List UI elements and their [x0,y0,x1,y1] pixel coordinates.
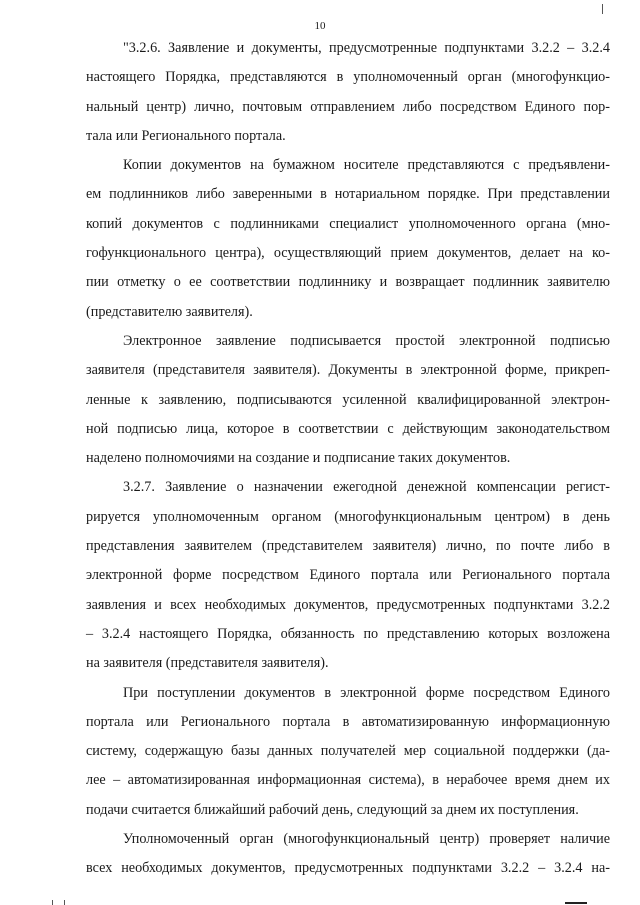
text-line: пии отметку о ее соответствии подлиннику и возвращает подлинник заявителю [86,274,610,291]
page-number: 10 [314,20,326,32]
document-body [86,34,610,884]
text-line: "3.2.6. Заявление и документы, предусмотренные подпунктами 3.2.2 – 3.2.4 [123,40,610,56]
text-line: – 3.2.4 настоящего Порядка, обязанность по представлению которых возложена [86,625,610,642]
text-line: гофункционального центра), осуществляющий прием документов, делает на ко- [86,245,610,262]
paragraph [86,34,610,151]
scan-mark [602,4,603,14]
paragraph [86,327,610,473]
text-line: Электронное заявление подписывается простой электронной подписью [123,332,610,349]
text-line: копий документов с подлинниками специалист уполномоченного органа (мно- [86,215,610,232]
text-line: ной подписью лица, которое в соответствии с действующим законодательством [86,420,610,437]
text-line: тала или Регионального портала. [86,127,286,144]
text-line: 3.2.7. Заявление о назначении ежегодной денежной компенсации регист- [123,479,610,496]
text-line: заявления и всех необходимых документов, предусмотренных подпунктами 3.2.2 [86,596,610,613]
text-line: Копии документов на бумажном носителе представляются с предъявлени- [123,157,610,174]
text-line: (представителю заявителя). [86,303,253,320]
text-line: всех необходимых документов, предусмотренных подпунктами 3.2.2 – 3.2.4 на- [86,860,610,877]
text-line: рируется уполномоченным органом (многофункциональным центром) в день [86,508,610,525]
text-line: подачи считается ближайший рабочий день, следующий за днем их поступления. [86,801,579,818]
text-line: настоящего Порядка, представляются в уполномоченный орган (многофункцио- [86,69,610,86]
text-line: портала или Регионального портала в автоматизированную информационную [86,713,610,730]
text-line: нальный центр) лично, почтовым отправлением либо посредством Единого пор- [86,98,610,115]
text-line: ем подлинников либо заверенными в нотариальном порядке. При представлении [86,186,610,203]
scan-mark [52,900,53,905]
paragraph [86,151,610,327]
scan-mark [565,902,587,904]
text-line: ленные к заявлению, подписываются усиленной квалифицированной электрон- [86,391,610,408]
text-line: заявителя (представителя заявителя). Документы в электронной форме, прикреп- [86,362,610,379]
text-line: При поступлении документов в электронной форме посредством Единого [123,684,610,701]
paragraph [86,473,610,678]
paragraph [86,679,610,825]
text-line: представления заявителем (представителем заявителя) лично, по почте либо в [86,538,610,555]
scan-mark [64,900,65,905]
text-line: Уполномоченный орган (многофункциональный центр) проверяет наличие [123,831,610,848]
paragraph [86,825,610,884]
text-line: на заявителя (представителя заявителя). [86,655,329,672]
text-line: наделено полномочиями на создание и подписание таких документов. [86,450,511,467]
text-line: лее – автоматизированная информационная система), в нерабочее время днем их [86,772,610,789]
text-line: электронной форме посредством Единого портала или Регионального портала [86,567,610,584]
text-line: систему, содержащую базы данных получателей мер социальной поддержки (да- [86,743,610,760]
